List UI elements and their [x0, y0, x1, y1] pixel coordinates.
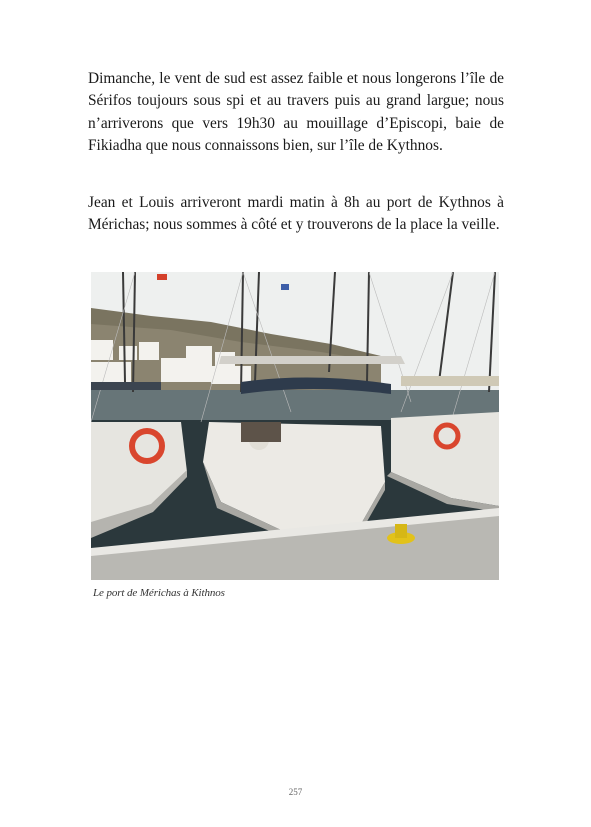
photo-caption: Le port de Mérichas à Kithnos	[93, 587, 225, 599]
page-number: 257	[288, 787, 303, 797]
paragraph-2: Jean et Louis arriveront mardi matin à 8h au port de Kythnos à Mérichas; nous sommes à côté et y trouverons de la place la veille.	[88, 194, 504, 234]
paragraph-1: Dimanche, le vent de sud est assez faible et nous longerons l’île de Sérifos toujours sous spi et au travers puis au grand largue; nous n’arriverons que vers 19h30 au mouillage d’Episcopi, baie de Fikiadha que nous connaissons bien, sur l’île de Kythnos.	[88, 70, 504, 154]
harbour-photo	[91, 272, 499, 580]
